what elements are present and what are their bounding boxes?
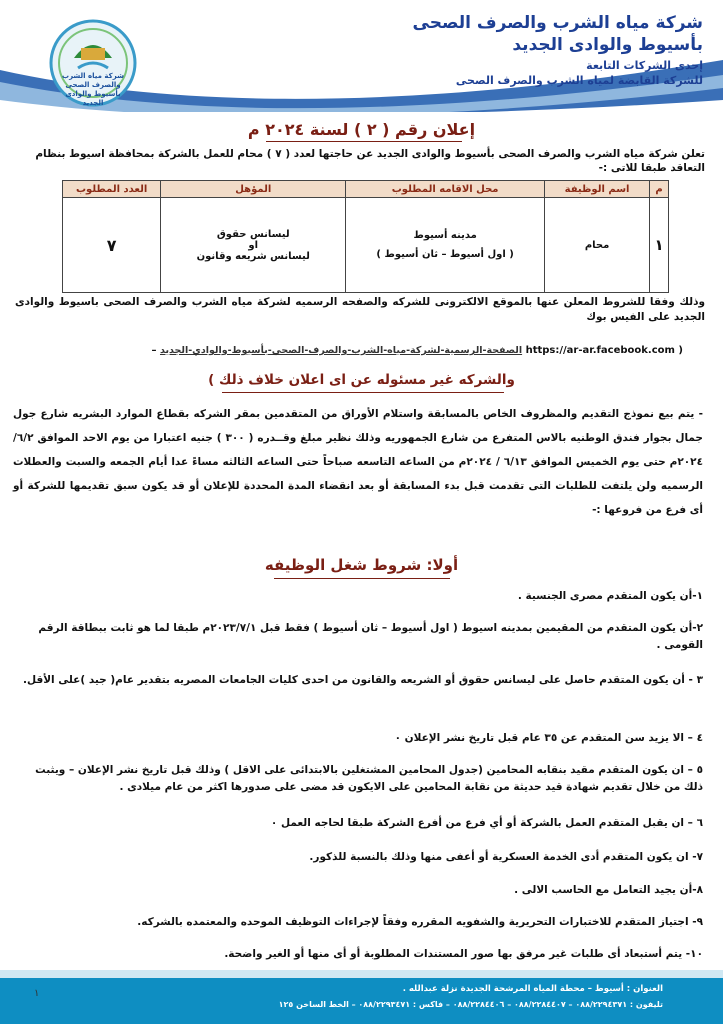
row-residence [346, 198, 545, 293]
header-residence: محل الاقامه المطلوب [346, 181, 545, 198]
disclaimer: والشركه غير مسئوله عن اى اعلان خلاف ذلك ) [208, 372, 515, 388]
qualification-line3: ليسانس شريعه وقانون [196, 250, 310, 262]
row-num: ١ [650, 198, 669, 293]
requirement-item: ١-أن يكون المتقدم مصرى الجنسية . [517, 590, 703, 602]
facebook-page-path[interactable]: الصفحة-الرسمية-لشركة-مياه-الشرب-والصرف-الصحي-بأسيوط-والوادي-الجديد [159, 345, 523, 356]
requirement-item: ٥ – ان يكون المتقدم مقيد بنقابه المحامين (جدول المحامين المشتغلين بالابتدائى على الاقل ) وذلك قبل تاريخ نشر الإعلان – ويثبت ذلك من خلال تقديم شهادة قيد حديثة من نقابة المحامين على الايكون قد مضى على صدورها اكثر من عام ميلادى . [35, 764, 703, 793]
requirement-item: ٧- ان يكون المتقدم أدى الخدمة العسكرية أو أعفى منها وذلك بالنسبة للذكور. [309, 851, 703, 863]
facebook-url[interactable]: https://ar-ar.facebook.com [525, 345, 675, 356]
footer-phones: تليفون : ٠٨٨/٢٢٩٤٣٧١ – ٠٨٨/٢٢٨٤٤٠٧ – ٠٨٨/٢٢٨٤٤٠٦ – فاكس : ٠٨٨/٢٢٩٣٤٧١ – الخط الساخن ١٢٥ [278, 1000, 663, 1009]
row-count: ٧ [63, 198, 161, 293]
company-affiliation-line1: إحدى الشركات التابعة [586, 59, 703, 72]
footer-address: العنوان : أسيوط – محطة المياه المرشحة الجديدة نزلة عبدالله . [402, 984, 663, 994]
requirement-item: ١٠- يتم أستبعاد أى طلبات غير مرفق بها صور المستندات المطلوبة أو أى منها أو الغير واضحة. [224, 948, 703, 960]
logo-caption: شركة مياه الشرب والصرف الصحى بأسيوط والوادى الجديد [62, 72, 124, 107]
table-row [63, 198, 669, 293]
section-title-requirements: أولا: شروط شغل الوظيفه [264, 556, 459, 574]
header-qualification: المؤهل [161, 181, 346, 198]
facebook-link-row[interactable]: ( https://ar-ar.facebook.com الصفحة-الرسمية-لشركة-مياه-الشرب-والصرف-الصحي-بأسيوط-والوادي-الجديد – [151, 345, 683, 356]
header-num: م [650, 181, 669, 198]
letterhead [0, 0, 723, 112]
qualification-line1: ليسانس حقوق [216, 228, 290, 240]
requirement-item: ٨-أن يجيد التعامل مع الحاسب الالى . [514, 884, 703, 896]
announcement-title: إعلان رقم ( ٢ ) لسنة ٢٠٢٤ م [247, 120, 476, 139]
requirement-item: ٣ - أن يكون المتقدم حاصل على ليسانس حقوق أو الشريعه والقانون من احدى كليات الجامعات المصريه بتقدير عام( جيد )على الأقل. [22, 674, 703, 686]
requirement-item: ٩- اجتياز المتقدم للاختبارات التحريرية والشفويه المقرره وفقاً لإجراءات التوظيف الموحده والمعتمده بالشركه. [137, 916, 703, 928]
disclaimer-underline [222, 392, 504, 393]
jobs-table [62, 180, 669, 293]
residence-line2: ( اول أسيوط – ثان أسيوط ) [376, 249, 514, 260]
company-name-block [413, 12, 703, 88]
company-affiliation-line2: للشركة القابضة لمياه الشرب والصرف الصحى [455, 74, 703, 87]
announcement-intro: تعلن شركة مياه الشرب والصرف الصحى بأسيوط والوادى الجديد عن حاجتها لعدد ( ٧ ) محام للعمل بالشركة بمحافظة اسيوط بنظام التعاقد طبقا للاتى :- [35, 148, 705, 174]
requirement-item: ٦ – ان يقبل المتقدم العمل بالشركة أو أي فرع من أفرع الشركة طبقا لحاجه العمل ٠ [270, 817, 703, 829]
header-count: العدد المطلوب [63, 181, 161, 198]
footer [0, 970, 723, 1024]
residence-line1: مدينه أسيوط [413, 230, 477, 241]
conditions-paragraph: وذلك وفقا للشروط المعلن عنها بالموقع الالكترونى للشركه والصفحه الرسميه لشركة مياه الشرب والصرف الصحى باسيوط والوادى الجديد على الفيس بوك [15, 296, 705, 323]
row-qualification [161, 198, 346, 293]
page-number: ١ [34, 988, 40, 999]
qualification-line2: او [248, 239, 259, 251]
row-job: محام [545, 198, 650, 293]
table-header-row [63, 181, 669, 198]
requirement-item: ٤ – الا يزيد سن المتقدم عن ٣٥ عام قبل تاريخ نشر الإعلان ٠ [394, 732, 703, 744]
application-procedure: - يتم بيع نموذج التقديم والمظروف الخاص بالمسابقة واستلام الأوراق من المتقدمين بمقر الشركه بقطاع الموارد البشريه شارع جول جمال بجوار فندق الوطنيه بالاس المتفرع من شارع الجمهوريه وذلك نظير مبلغ وقــدره ( ٣٠٠ ) جنيه اعتبارا من يوم الاحد الموافق ٦/٢/ ٢٠٢٤م حتى يوم الخميس الموافق ٦/١٣ / ٢٠٢٤م من الساعه التاسعه صباحاً حتى الساعه الثالثه مساءً عدا أيام الجمعه والسبت والعطلات الرسميه ولن يلتفت للطلبات التى تقدمت قبل بدء المسابقة أو بعد انقضاء المدة المحددة للإعلان أو قد يكون سبق تقديمها للشركة أو أى فرع من فروعها :- [13, 408, 703, 516]
header-job: اسم الوظيفة [545, 181, 650, 198]
requirement-item: ٢-أن يكون المتقدم من المقيمين بمدينه اسيوط ( اول أسيوط – ثان أسيوط ) فقط قبل ٢٠٢٣/٧/١م طبقا لما هو ثابت ببطاقة الرقم القومى . [38, 622, 703, 651]
company-name-line2: بأسيوط والوادى الجديد [512, 35, 703, 55]
title-underline [266, 141, 462, 142]
company-name-line1: شركة مياه الشرب والصرف الصحى [412, 13, 703, 33]
section-title-underline [274, 578, 450, 579]
